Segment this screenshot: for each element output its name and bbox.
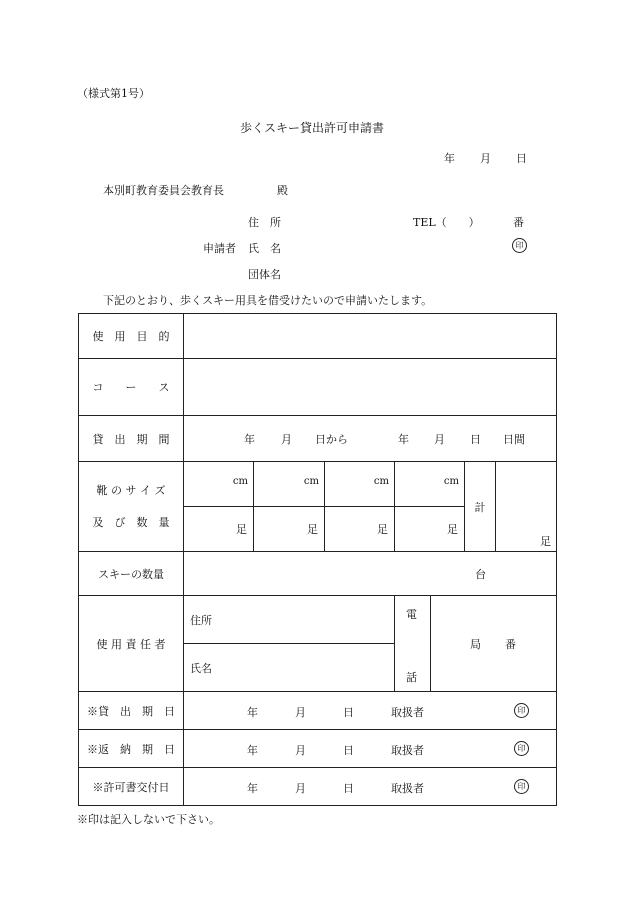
address-label: 住 所	[248, 216, 281, 229]
responsible-row-1	[79, 596, 557, 644]
period-year-2: 年	[398, 433, 409, 446]
shoe-pairs-3[interactable]: 足	[325, 507, 395, 552]
period-label: 貸 出 期 間	[79, 416, 184, 462]
return-date-row	[79, 730, 557, 768]
period-year-1: 年	[244, 433, 255, 446]
phone-number[interactable]: 番	[505, 638, 516, 651]
lend-handler: 取扱者	[391, 706, 424, 719]
lend-day: 日	[343, 706, 354, 719]
purpose-field[interactable]	[184, 314, 557, 359]
applicant-label: 申請者	[203, 242, 236, 255]
application-table	[78, 313, 557, 806]
addressee: 本別町教育委員会教育長	[103, 184, 224, 197]
responsible-label: 使 用 責 任 者	[79, 596, 184, 692]
lend-year: 年	[247, 706, 258, 719]
period-from: 日から	[315, 433, 348, 446]
issue-date-row	[79, 768, 557, 806]
period-row	[79, 416, 557, 462]
period-month-2: 月	[434, 433, 445, 446]
shoe-label-line-2: 及 び 数 量	[92, 515, 170, 529]
shoe-pairs-2[interactable]: 足	[254, 507, 325, 552]
tel-suffix: 番	[513, 216, 524, 229]
shoe-size-1[interactable]: cm	[184, 462, 254, 507]
footnote: ※印は記入しないで下さい。	[77, 813, 220, 826]
shoe-size-4[interactable]: cm	[395, 462, 465, 507]
ski-row	[79, 552, 557, 596]
date-day: 日	[516, 152, 527, 165]
return-date-field[interactable]	[184, 730, 557, 768]
shoe-cm-row	[79, 462, 557, 507]
period-duration: 日間	[503, 433, 525, 446]
shoe-pairs-4[interactable]: 足	[395, 507, 465, 552]
issue-year: 年	[247, 782, 258, 795]
lend-date-row	[79, 692, 557, 730]
return-seal: 印	[514, 741, 529, 756]
course-field[interactable]	[184, 359, 557, 416]
return-year: 年	[247, 744, 258, 757]
responsible-address[interactable]: 住所	[184, 596, 395, 644]
shoe-label-line-1: 靴 の サ イ ズ	[96, 483, 166, 497]
shoe-size-3[interactable]: cm	[325, 462, 395, 507]
issue-month: 月	[295, 782, 306, 795]
lend-date-label: ※貸 出 期 日	[79, 692, 184, 730]
issue-seal: 印	[514, 779, 529, 794]
purpose-label: 使 用 目 的	[79, 314, 184, 359]
ski-field[interactable]: 台	[184, 552, 557, 596]
seal-mark: 印	[512, 238, 527, 253]
period-day-2: 日	[470, 433, 481, 446]
return-month: 月	[295, 744, 306, 757]
issue-handler: 取扱者	[391, 782, 424, 795]
responsible-phone-cell	[395, 596, 557, 692]
total-field[interactable]: 足	[496, 462, 557, 552]
course-row	[79, 359, 557, 416]
date-year: 年	[444, 152, 455, 165]
responsible-name[interactable]: 氏名	[184, 644, 395, 692]
period-month-1: 月	[281, 433, 292, 446]
issue-date-field[interactable]	[184, 768, 557, 806]
phone-exchange[interactable]: 局	[470, 638, 481, 651]
lend-month: 月	[295, 706, 306, 719]
phone-char-2: 話	[406, 671, 417, 684]
name-label: 氏 名	[248, 242, 281, 255]
phone-char-1: 電	[406, 608, 417, 621]
phone-label-box	[395, 596, 431, 691]
issue-date-label: ※許可書交付日	[79, 768, 184, 806]
intro-text: 下記のとおり、歩くスキー用具を借受けたいので申請いたします。	[103, 294, 433, 307]
ski-label: スキーの数量	[79, 552, 184, 596]
shoe-pairs-1[interactable]: 足	[184, 507, 254, 552]
form-title: 歩くスキー貸出許可申請書	[240, 121, 385, 135]
return-handler: 取扱者	[391, 744, 424, 757]
issue-day: 日	[343, 782, 354, 795]
return-date-label: ※返 納 期 日	[79, 730, 184, 768]
course-label: コ ー ス	[79, 359, 184, 416]
total-label: 計	[465, 462, 496, 552]
shoe-label	[79, 462, 184, 552]
period-field[interactable]	[184, 416, 557, 462]
honorific: 殿	[277, 184, 288, 197]
date-month: 月	[480, 152, 491, 165]
purpose-row	[79, 314, 557, 359]
lend-seal: 印	[514, 703, 529, 718]
return-day: 日	[343, 744, 354, 757]
lend-date-field[interactable]	[184, 692, 557, 730]
shoe-size-2[interactable]: cm	[254, 462, 325, 507]
form-number: （様式第1号）	[77, 87, 150, 100]
group-label: 団体名	[248, 268, 281, 281]
tel-label: TEL（ ）	[413, 216, 480, 229]
